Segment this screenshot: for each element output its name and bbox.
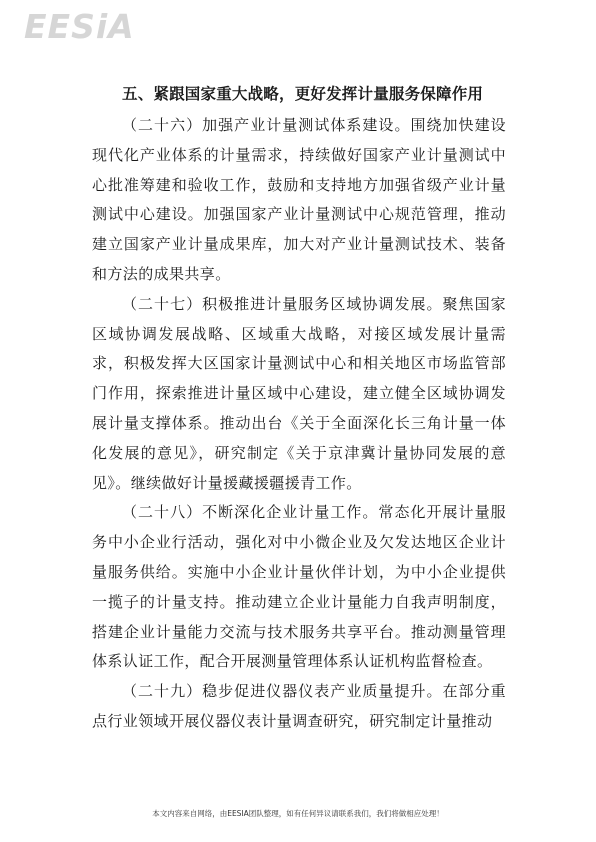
footer-disclaimer: 本文内容来自网络，由EESIA团队整理，如有任何异议请联系我们，我们将做相应处理！ (152, 809, 444, 818)
section-heading: 五、紧跟国家重大战略，更好发挥计量服务保障作用 (122, 85, 484, 103)
document-body (92, 111, 506, 737)
paragraph-27: （二十七）积极推进计量服务区域协调发展。聚焦国家区域协调发展战略、区域重大战略，对接区域发展计量需求，积极发挥大区国家计量测试中心和相关地区市场监管部门作用，探索推进计量区域中心建设，建立健全区域协调发展计量支撑体系。推动出台《关于全面深化长三角计量一体化发展的意见》，研究制定《关于京津冀计量协同发展的意见》。继续做好计量援藏援疆援青工作。 (92, 294, 506, 492)
paragraph-29: （二十九）稳步促进仪器仪表产业质量提升。在部分重点行业领域开展仪器仪表计量调查研究，研究制定计量推动 (92, 682, 506, 730)
paragraph-26: （二十六）加强产业计量测试体系建设。围绕加快建设现代化产业体系的计量需求，持续做好国家产业计量测试中心批准筹建和验收工作，鼓励和支持地方加强省级产业计量测试中心建设。加强国家产业计量测试中心规范管理，推动建立国家产业计量成果库，加大对产业计量测试技术、装备和方法的成果共享。 (92, 116, 506, 283)
paragraph-28: （二十八）不断深化企业计量工作。常态化开展计量服务中小企业行活动，强化对中小微企业及欠发达地区企业计量服务供给。实施中小企业计量伙伴计划，为中小企业提供一揽子的计量支持。推动建立企业计量能力自我声明制度，搭建企业计量能力交流与技术服务共享平台。推动测量管理体系认证工作，配合开展测量管理体系认证机构监督检查。 (92, 503, 506, 671)
eesia-watermark-logo: EESiA (24, 7, 135, 46)
